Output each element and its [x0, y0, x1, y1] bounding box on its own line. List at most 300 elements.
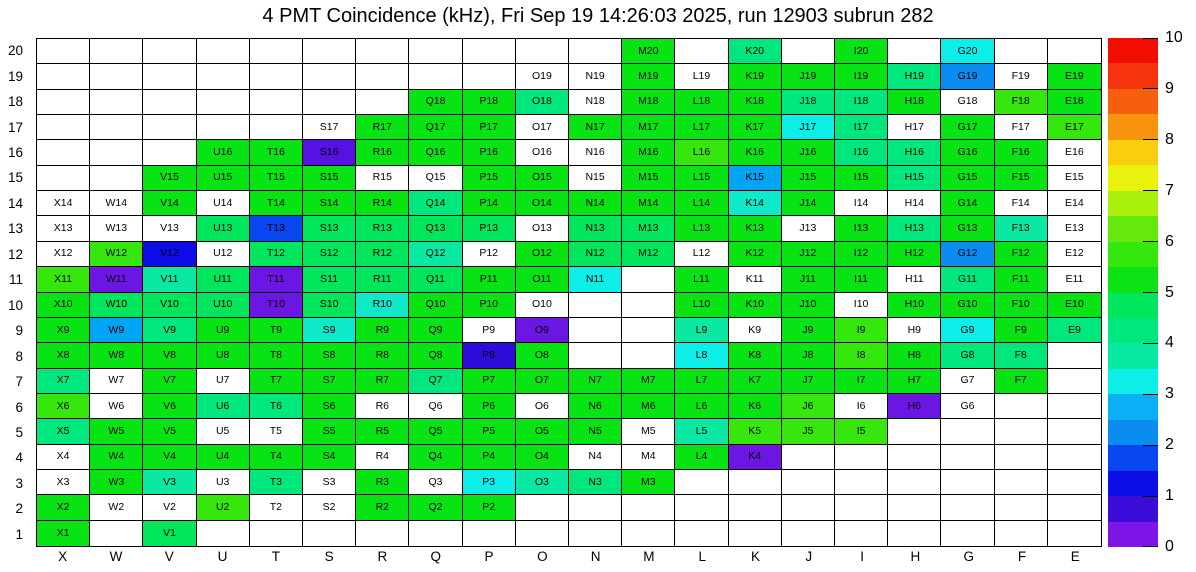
heatmap-cell-Q2: Q2 [409, 495, 462, 520]
heatmap-cell-V12: V12 [143, 242, 196, 267]
x-axis-label: H [910, 549, 921, 564]
heatmap-cell-empty [1048, 369, 1101, 394]
heatmap-cell-G11: G11 [941, 267, 994, 292]
heatmap-cell-R4: R4 [356, 445, 409, 470]
x-axis-label: K [751, 549, 761, 564]
heatmap-cell-U11: U11 [197, 267, 250, 292]
heatmap-cell-E15: E15 [1048, 166, 1101, 191]
heatmap-cell-T16: T16 [250, 140, 303, 165]
x-axis-label: X [58, 549, 68, 564]
heatmap-cell-O18: O18 [516, 90, 569, 115]
heatmap-cell-R13: R13 [356, 216, 409, 241]
heatmap-cell-F10: F10 [995, 293, 1048, 318]
heatmap-cell-empty [888, 470, 941, 495]
colorbar-tick-label: 7 [1165, 181, 1174, 199]
colorbar-segment [1108, 471, 1158, 496]
heatmap-cell-O13: O13 [516, 216, 569, 241]
heatmap-cell-F8: F8 [995, 343, 1048, 368]
heatmap-cell-P11: P11 [463, 267, 516, 292]
heatmap-cell-G14: G14 [941, 191, 994, 216]
heatmap-cell-R7: R7 [356, 369, 409, 394]
heatmap-cell-J13: J13 [782, 216, 835, 241]
heatmap-cell-J5: J5 [782, 419, 835, 444]
heatmap-cell-U10: U10 [197, 293, 250, 318]
colorbar-segment [1108, 242, 1158, 267]
y-axis-label: 12 [7, 246, 23, 262]
colorbar-segment [1108, 343, 1158, 368]
heatmap-cell-J9: J9 [782, 318, 835, 343]
heatmap-cell-L6: L6 [675, 394, 728, 419]
heatmap-cell-L19: L19 [675, 64, 728, 89]
heatmap-cell-G12: G12 [941, 242, 994, 267]
heatmap-cell-empty [90, 64, 143, 89]
heatmap-cell-empty [516, 39, 569, 64]
heatmap-cell-V15: V15 [143, 166, 196, 191]
x-axis-label: M [643, 549, 655, 564]
heatmap-cell-I9: I9 [835, 318, 888, 343]
heatmap-cell-R12: R12 [356, 242, 409, 267]
heatmap-cell-empty [782, 39, 835, 64]
y-axis-label: 7 [15, 374, 23, 390]
heatmap-cell-P12: P12 [463, 242, 516, 267]
heatmap-cell-Q9: Q9 [409, 318, 462, 343]
y-axis-label: 14 [7, 195, 23, 211]
heatmap-cell-F17: F17 [995, 115, 1048, 140]
heatmap-cell-L10: L10 [675, 293, 728, 318]
heatmap-cell-H12: H12 [888, 242, 941, 267]
heatmap-cell-I20: I20 [835, 39, 888, 64]
heatmap-cell-empty [622, 343, 675, 368]
heatmap-cell-empty [1048, 470, 1101, 495]
heatmap-cell-L12: L12 [675, 242, 728, 267]
heatmap-cell-S11: S11 [303, 267, 356, 292]
y-axis-labels [0, 38, 30, 547]
heatmap-cell-empty [356, 90, 409, 115]
heatmap-cell-empty [888, 445, 941, 470]
heatmap-cell-E10: E10 [1048, 293, 1101, 318]
heatmap-cell-V11: V11 [143, 267, 196, 292]
x-axis-label: V [164, 549, 174, 564]
colorbar-segment [1108, 191, 1158, 216]
y-axis-label: 6 [15, 399, 23, 415]
heatmap-cell-P17: P17 [463, 115, 516, 140]
heatmap-cell-X13: X13 [37, 216, 90, 241]
heatmap-cell-empty [569, 521, 622, 546]
colorbar-tick [1143, 139, 1158, 140]
heatmap-cell-empty [569, 39, 622, 64]
heatmap-cell-K12: K12 [729, 242, 782, 267]
colorbar-segment [1108, 63, 1158, 88]
heatmap-cell-empty [569, 293, 622, 318]
heatmap-cell-S17: S17 [303, 115, 356, 140]
heatmap-cell-empty [1048, 39, 1101, 64]
heatmap-cell-L5: L5 [675, 419, 728, 444]
y-axis-label: 19 [7, 68, 23, 84]
heatmap-cell-M16: M16 [622, 140, 675, 165]
heatmap-cell-empty [622, 267, 675, 292]
heatmap-cell-P16: P16 [463, 140, 516, 165]
heatmap-cell-empty [90, 166, 143, 191]
heatmap-cell-Q14: Q14 [409, 191, 462, 216]
heatmap-cell-empty [782, 445, 835, 470]
heatmap-cell-I6: I6 [835, 394, 888, 419]
heatmap-cell-H17: H17 [888, 115, 941, 140]
heatmap-cell-M3: M3 [622, 470, 675, 495]
heatmap-cell-X10: X10 [37, 293, 90, 318]
heatmap-cell-V9: V9 [143, 318, 196, 343]
heatmap-cell-V2: V2 [143, 495, 196, 520]
heatmap-cell-P3: P3 [463, 470, 516, 495]
heatmap-cell-empty [569, 495, 622, 520]
colorbar-tick [1143, 496, 1158, 497]
heatmap-cell-empty [675, 470, 728, 495]
heatmap-cell-I5: I5 [835, 419, 888, 444]
heatmap-cell-J17: J17 [782, 115, 835, 140]
heatmap-cell-empty [995, 521, 1048, 546]
colorbar-segment [1108, 140, 1158, 165]
heatmap-cell-F16: F16 [995, 140, 1048, 165]
heatmap-cell-G13: G13 [941, 216, 994, 241]
heatmap-cell-empty [675, 39, 728, 64]
heatmap-cell-empty [37, 115, 90, 140]
heatmap-cell-T2: T2 [250, 495, 303, 520]
heatmap-cell-empty [782, 521, 835, 546]
heatmap-cell-T9: T9 [250, 318, 303, 343]
heatmap-cell-empty [90, 39, 143, 64]
heatmap-cell-H19: H19 [888, 64, 941, 89]
heatmap-cell-empty [409, 39, 462, 64]
heatmap-cell-J16: J16 [782, 140, 835, 165]
heatmap-cell-O15: O15 [516, 166, 569, 191]
colorbar-segment [1108, 369, 1158, 394]
heatmap-cell-Q7: Q7 [409, 369, 462, 394]
heatmap-cell-R14: R14 [356, 191, 409, 216]
heatmap-cell-G16: G16 [941, 140, 994, 165]
x-axis-label: F [1017, 549, 1027, 564]
colorbar-segment [1108, 496, 1158, 521]
heatmap-cell-I17: I17 [835, 115, 888, 140]
heatmap-cell-S2: S2 [303, 495, 356, 520]
heatmap-cell-S10: S10 [303, 293, 356, 318]
heatmap-cell-Q10: Q10 [409, 293, 462, 318]
colorbar-segment [1108, 38, 1158, 63]
heatmap-cell-X1: X1 [37, 521, 90, 546]
heatmap-cell-G6: G6 [941, 394, 994, 419]
heatmap-cell-empty [303, 64, 356, 89]
heatmap-cell-K19: K19 [729, 64, 782, 89]
heatmap-cell-Q11: Q11 [409, 267, 462, 292]
heatmap-cell-Q12: Q12 [409, 242, 462, 267]
heatmap-cell-E16: E16 [1048, 140, 1101, 165]
heatmap-cell-empty [303, 90, 356, 115]
heatmap-cell-Q5: Q5 [409, 419, 462, 444]
heatmap-cell-empty [729, 495, 782, 520]
heatmap-cell-W6: W6 [90, 394, 143, 419]
y-axis-label: 13 [7, 221, 23, 237]
heatmap-cell-empty [675, 521, 728, 546]
heatmap-cell-M14: M14 [622, 191, 675, 216]
heatmap-cell-I18: I18 [835, 90, 888, 115]
colorbar-segment [1108, 114, 1158, 139]
heatmap-cell-X7: X7 [37, 369, 90, 394]
x-axis-label: O [537, 549, 548, 564]
heatmap-cell-J6: J6 [782, 394, 835, 419]
heatmap-cell-empty [37, 39, 90, 64]
colorbar-segment [1108, 216, 1158, 241]
heatmap-cell-P13: P13 [463, 216, 516, 241]
heatmap-cell-W13: W13 [90, 216, 143, 241]
heatmap-cell-G8: G8 [941, 343, 994, 368]
heatmap-cell-O10: O10 [516, 293, 569, 318]
heatmap-cell-V7: V7 [143, 369, 196, 394]
heatmap-cell-empty [250, 64, 303, 89]
heatmap-cell-O4: O4 [516, 445, 569, 470]
heatmap-cell-empty [197, 521, 250, 546]
x-axis-label: Q [430, 549, 441, 564]
heatmap-cell-empty [995, 445, 1048, 470]
y-axis-label: 15 [7, 170, 23, 186]
colorbar-tick-label: 10 [1165, 29, 1183, 46]
heatmap-cell-P8: P8 [463, 343, 516, 368]
heatmap-cell-empty [90, 140, 143, 165]
heatmap-cell-O14: O14 [516, 191, 569, 216]
heatmap-cell-U14: U14 [197, 191, 250, 216]
heatmap-cell-empty [303, 521, 356, 546]
heatmap-cell-empty [941, 521, 994, 546]
heatmap-cell-empty [143, 90, 196, 115]
colorbar-tick-label: 8 [1165, 130, 1174, 148]
colorbar-tick-label: 2 [1165, 436, 1174, 454]
heatmap-cell-W12: W12 [90, 242, 143, 267]
x-axis-label: R [377, 549, 388, 564]
heatmap-cell-I11: I11 [835, 267, 888, 292]
heatmap-cell-X5: X5 [37, 419, 90, 444]
heatmap-cell-F19: F19 [995, 64, 1048, 89]
heatmap-cell-empty [356, 39, 409, 64]
heatmap-cell-N5: N5 [569, 419, 622, 444]
heatmap-cell-P2: P2 [463, 495, 516, 520]
heatmap-cell-empty [995, 39, 1048, 64]
heatmap-cell-T10: T10 [250, 293, 303, 318]
heatmap-cell-N12: N12 [569, 242, 622, 267]
heatmap-cell-H15: H15 [888, 166, 941, 191]
heatmap-cell-O7: O7 [516, 369, 569, 394]
heatmap-cell-empty [409, 521, 462, 546]
y-axis-label: 8 [15, 348, 23, 364]
heatmap-cell-empty [729, 470, 782, 495]
heatmap-cell-E18: E18 [1048, 90, 1101, 115]
heatmap-cell-empty [197, 115, 250, 140]
heatmap-cell-R17: R17 [356, 115, 409, 140]
heatmap-cell-empty [143, 64, 196, 89]
heatmap-cell-U5: U5 [197, 419, 250, 444]
x-axis-label: U [217, 549, 228, 564]
y-axis-label: 5 [15, 425, 23, 441]
heatmap-cell-empty [1048, 419, 1101, 444]
colorbar-segment [1108, 293, 1158, 318]
heatmap-cell-empty [1048, 495, 1101, 520]
heatmap-cell-empty [782, 470, 835, 495]
heatmap-cell-J18: J18 [782, 90, 835, 115]
heatmap-cell-F7: F7 [995, 369, 1048, 394]
heatmap-cell-empty [622, 293, 675, 318]
colorbar-tick [1143, 546, 1158, 547]
heatmap-cell-L8: L8 [675, 343, 728, 368]
heatmap-cell-R2: R2 [356, 495, 409, 520]
heatmap-cell-empty [995, 470, 1048, 495]
heatmap-cell-V10: V10 [143, 293, 196, 318]
heatmap-cell-empty [888, 39, 941, 64]
heatmap-cell-empty [37, 166, 90, 191]
heatmap-cell-empty [250, 90, 303, 115]
heatmap-cell-empty [90, 115, 143, 140]
heatmap-cell-L14: L14 [675, 191, 728, 216]
heatmap-cell-X8: X8 [37, 343, 90, 368]
heatmap-cell-T8: T8 [250, 343, 303, 368]
heatmap-cell-N11: N11 [569, 267, 622, 292]
heatmap-cell-P7: P7 [463, 369, 516, 394]
heatmap-cell-empty [941, 419, 994, 444]
y-axis-label: 17 [7, 119, 23, 135]
heatmap-cell-R3: R3 [356, 470, 409, 495]
heatmap-cell-K18: K18 [729, 90, 782, 115]
heatmap-cell-T12: T12 [250, 242, 303, 267]
heatmap-cell-empty [569, 343, 622, 368]
heatmap-cell-K20: K20 [729, 39, 782, 64]
heatmap-cell-L17: L17 [675, 115, 728, 140]
heatmap-cell-S12: S12 [303, 242, 356, 267]
heatmap-cell-S13: S13 [303, 216, 356, 241]
heatmap-cell-empty [995, 495, 1048, 520]
heatmap-cell-O6: O6 [516, 394, 569, 419]
heatmap-cell-Q15: Q15 [409, 166, 462, 191]
heatmap-cell-Q13: Q13 [409, 216, 462, 241]
heatmap-cell-G17: G17 [941, 115, 994, 140]
heatmap-cell-empty [622, 318, 675, 343]
heatmap-cell-J11: J11 [782, 267, 835, 292]
heatmap-cell-N18: N18 [569, 90, 622, 115]
heatmap-cell-empty [409, 64, 462, 89]
heatmap-cell-Q17: Q17 [409, 115, 462, 140]
heatmap-cell-X2: X2 [37, 495, 90, 520]
heatmap-cell-R16: R16 [356, 140, 409, 165]
heatmap-cell-H7: H7 [888, 369, 941, 394]
heatmap-cell-empty [37, 140, 90, 165]
heatmap-cell-K14: K14 [729, 191, 782, 216]
heatmap-cell-X9: X9 [37, 318, 90, 343]
heatmap-cell-S15: S15 [303, 166, 356, 191]
heatmap-cell-empty [675, 495, 728, 520]
heatmap-cell-empty [516, 521, 569, 546]
heatmap-cell-M19: M19 [622, 64, 675, 89]
colorbar-tick [1143, 88, 1158, 89]
heatmap-cell-U2: U2 [197, 495, 250, 520]
heatmap-cell-R8: R8 [356, 343, 409, 368]
heatmap-cell-V1: V1 [143, 521, 196, 546]
heatmap-cell-empty [1048, 343, 1101, 368]
heatmap-cell-empty [356, 521, 409, 546]
heatmap-cell-P10: P10 [463, 293, 516, 318]
heatmap-cell-W2: W2 [90, 495, 143, 520]
y-axis-label: 10 [7, 297, 23, 313]
heatmap-cell-R6: R6 [356, 394, 409, 419]
heatmap-cell-M13: M13 [622, 216, 675, 241]
heatmap-cell-J14: J14 [782, 191, 835, 216]
heatmap-cell-R15: R15 [356, 166, 409, 191]
heatmap-grid [36, 38, 1102, 547]
y-axis-label: 18 [7, 94, 23, 110]
heatmap-cell-G7: G7 [941, 369, 994, 394]
heatmap-cell-L4: L4 [675, 445, 728, 470]
heatmap-cell-W3: W3 [90, 470, 143, 495]
heatmap-cell-empty [888, 521, 941, 546]
heatmap-cell-Q6: Q6 [409, 394, 462, 419]
heatmap-cell-E19: E19 [1048, 64, 1101, 89]
heatmap-cell-empty [197, 90, 250, 115]
heatmap-cell-T3: T3 [250, 470, 303, 495]
heatmap-cell-R10: R10 [356, 293, 409, 318]
x-axis-label: N [590, 549, 601, 564]
colorbar-tick [1143, 394, 1158, 395]
heatmap-cell-G15: G15 [941, 166, 994, 191]
heatmap-cell-K4: K4 [729, 445, 782, 470]
heatmap-cell-K11: K11 [729, 267, 782, 292]
heatmap-cell-T7: T7 [250, 369, 303, 394]
heatmap-cell-M18: M18 [622, 90, 675, 115]
heatmap-cell-empty [1048, 445, 1101, 470]
heatmap-cell-F14: F14 [995, 191, 1048, 216]
heatmap-cell-K13: K13 [729, 216, 782, 241]
heatmap-cell-U13: U13 [197, 216, 250, 241]
heatmap-cell-K10: K10 [729, 293, 782, 318]
heatmap-cell-E11: E11 [1048, 267, 1101, 292]
heatmap-cell-empty [516, 495, 569, 520]
heatmap-cell-empty [835, 495, 888, 520]
heatmap-cell-I19: I19 [835, 64, 888, 89]
heatmap-cell-O17: O17 [516, 115, 569, 140]
heatmap-cell-O3: O3 [516, 470, 569, 495]
colorbar-tick [1143, 38, 1158, 39]
heatmap-cell-T11: T11 [250, 267, 303, 292]
heatmap-cell-empty [90, 521, 143, 546]
heatmap-cell-W10: W10 [90, 293, 143, 318]
heatmap-cell-N3: N3 [569, 470, 622, 495]
heatmap-cell-J8: J8 [782, 343, 835, 368]
heatmap-cell-V13: V13 [143, 216, 196, 241]
heatmap-cell-empty [250, 521, 303, 546]
heatmap-cell-T15: T15 [250, 166, 303, 191]
heatmap-cell-H16: H16 [888, 140, 941, 165]
heatmap-cell-empty [941, 470, 994, 495]
heatmap-cell-L9: L9 [675, 318, 728, 343]
heatmap-cell-G18: G18 [941, 90, 994, 115]
colorbar-segment [1108, 89, 1158, 114]
heatmap-cell-J15: J15 [782, 166, 835, 191]
heatmap-cell-H14: H14 [888, 191, 941, 216]
heatmap-cell-S3: S3 [303, 470, 356, 495]
heatmap-cell-empty [303, 39, 356, 64]
heatmap-cell-L18: L18 [675, 90, 728, 115]
heatmap-cell-V5: V5 [143, 419, 196, 444]
heatmap-cell-P6: P6 [463, 394, 516, 419]
heatmap-cell-S16: S16 [303, 140, 356, 165]
colorbar-tick [1143, 241, 1158, 242]
heatmap-cell-F15: F15 [995, 166, 1048, 191]
y-axis-label: 1 [15, 526, 23, 542]
heatmap-cell-K5: K5 [729, 419, 782, 444]
heatmap-cell-empty [835, 470, 888, 495]
y-axis-label: 20 [7, 43, 23, 59]
